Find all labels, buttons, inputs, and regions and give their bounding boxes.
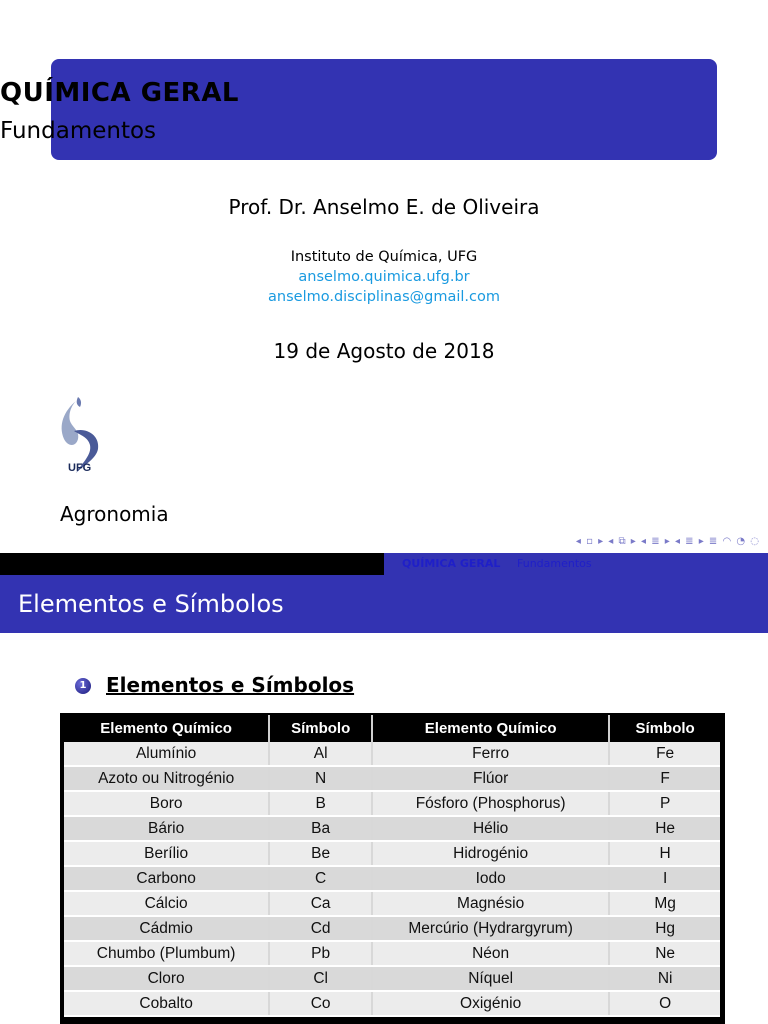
table-cell: Alumínio bbox=[64, 742, 269, 766]
column-header: Elemento Químico bbox=[372, 715, 609, 742]
table-cell: Cobalto bbox=[64, 991, 269, 1016]
column-header: Símbolo bbox=[635, 720, 695, 737]
table-cell: Berílio bbox=[64, 841, 269, 866]
title-box bbox=[51, 59, 717, 160]
table-body bbox=[64, 742, 720, 1016]
table-row bbox=[64, 742, 720, 766]
beamer-navigation-icons[interactable]: ◂ ▫ ▸ ◂ ⧉ ▸ ◂ ≣ ▸ ◂ ≣ ▸ ≣ ◠ ◔ ◌ bbox=[575, 536, 760, 547]
header-subtitle: Fundamentos bbox=[517, 557, 592, 570]
table-cell: F bbox=[609, 766, 720, 791]
table-row bbox=[64, 891, 720, 916]
table-cell: Iodo bbox=[372, 866, 609, 891]
table-cell: Bário bbox=[64, 816, 269, 841]
table-cell: Mg bbox=[609, 891, 720, 916]
table-cell: Níquel bbox=[372, 966, 609, 991]
table-cell: Cloro bbox=[64, 966, 269, 991]
table-cell: N bbox=[269, 766, 372, 791]
author-name: Prof. Dr. Anselmo E. de Oliveira bbox=[228, 195, 540, 219]
table-row bbox=[64, 991, 720, 1016]
elements-table-frame bbox=[60, 713, 725, 1024]
email-link[interactable]: anselmo.disciplinas@gmail.com bbox=[268, 289, 500, 305]
table-row bbox=[64, 766, 720, 791]
table-cell: Fósforo (Phosphorus) bbox=[372, 791, 609, 816]
header-title: QUÍMICA GERAL bbox=[402, 557, 501, 570]
table-row bbox=[64, 791, 720, 816]
table-cell: He bbox=[609, 816, 720, 841]
table-cell: P bbox=[609, 791, 720, 816]
table-cell: Mercúrio (Hydrargyrum) bbox=[372, 916, 609, 941]
presentation-title: QUÍMICA GERAL bbox=[0, 78, 240, 108]
table-cell: Hélio bbox=[372, 816, 609, 841]
table-cell: Azoto ou Nitrogénio bbox=[64, 766, 269, 791]
table-cell: Boro bbox=[64, 791, 269, 816]
presentation-subtitle: Fundamentos bbox=[0, 118, 157, 144]
table-cell: Hidrogénio bbox=[372, 841, 609, 866]
table-cell: B bbox=[269, 791, 372, 816]
table-cell: Néon bbox=[372, 941, 609, 966]
table-cell: Ne bbox=[609, 941, 720, 966]
table-row bbox=[64, 916, 720, 941]
table-cell: Be bbox=[269, 841, 372, 866]
table-cell: Co bbox=[269, 991, 372, 1016]
bullet-heading: Elementos e Símbolos bbox=[106, 673, 355, 697]
table-cell: O bbox=[609, 991, 720, 1016]
table-cell: Fe bbox=[609, 742, 720, 766]
numbered-bullet-icon: 1 bbox=[75, 678, 91, 694]
table-row bbox=[64, 866, 720, 891]
table-cell: Hg bbox=[609, 916, 720, 941]
elements-table bbox=[64, 715, 720, 1017]
presentation-date: 19 de Agosto de 2018 bbox=[273, 339, 495, 363]
frame-title: Elementos e Símbolos bbox=[18, 590, 284, 618]
course-name: Agronomia bbox=[60, 502, 169, 526]
website-link[interactable]: anselmo.quimica.ufg.br bbox=[298, 269, 470, 285]
table-row bbox=[64, 966, 720, 991]
table-row bbox=[64, 941, 720, 966]
column-header: Elemento Químico bbox=[64, 715, 269, 742]
table-cell: Cd bbox=[269, 916, 372, 941]
table-cell: Cl bbox=[269, 966, 372, 991]
table-cell: Cálcio bbox=[64, 891, 269, 916]
table-cell: Ba bbox=[269, 816, 372, 841]
table-cell: Oxigénio bbox=[372, 991, 609, 1016]
institute: Instituto de Química, UFG bbox=[290, 249, 478, 265]
column-header: Símbolo bbox=[269, 715, 372, 742]
table-cell: Pb bbox=[269, 941, 372, 966]
table-cell: Ni bbox=[609, 966, 720, 991]
table-cell: Flúor bbox=[372, 766, 609, 791]
table-row bbox=[64, 841, 720, 866]
table-cell: Carbono bbox=[64, 866, 269, 891]
table-cell: Cádmio bbox=[64, 916, 269, 941]
table-cell: Al bbox=[269, 742, 372, 766]
table-row bbox=[64, 816, 720, 841]
table-header-row bbox=[64, 715, 720, 742]
table-cell: Magnésio bbox=[372, 891, 609, 916]
table-cell: Ferro bbox=[372, 742, 609, 766]
table-cell: C bbox=[269, 866, 372, 891]
table-cell: H bbox=[609, 841, 720, 866]
table-cell: I bbox=[609, 866, 720, 891]
table-cell: Ca bbox=[269, 891, 372, 916]
logo-text: UFG bbox=[68, 462, 92, 474]
table-cell: Chumbo (Plumbum) bbox=[64, 941, 269, 966]
